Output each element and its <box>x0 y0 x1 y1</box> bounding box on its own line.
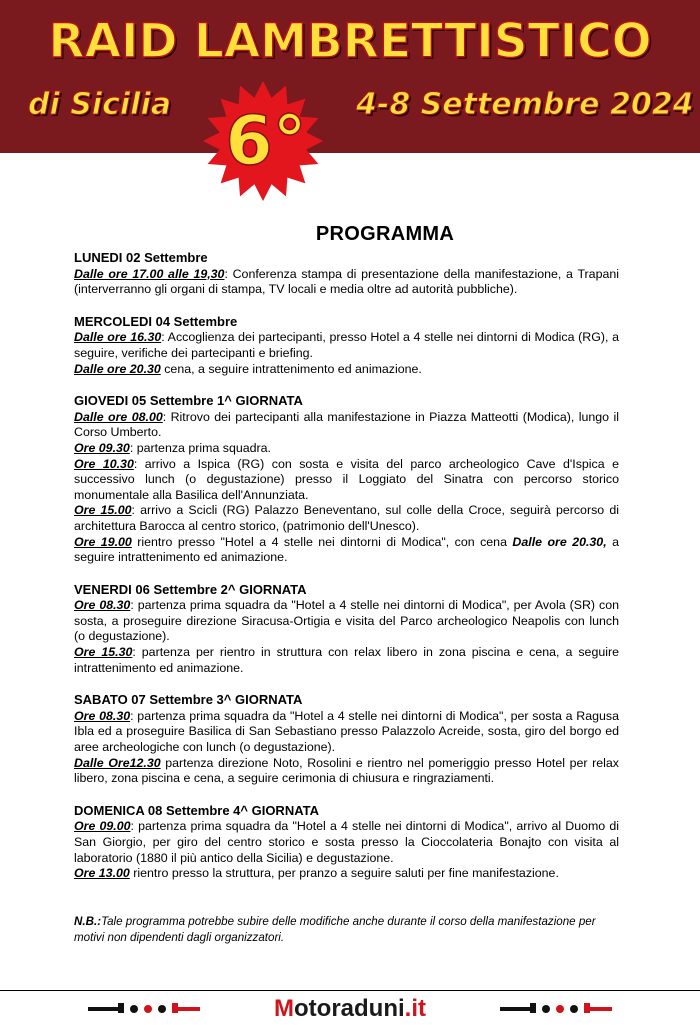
day-section-sunday <box>74 803 619 882</box>
logo-name: otoraduni <box>294 995 405 1022</box>
entry-time: Ore 09.30 <box>74 440 130 455</box>
entry-time: Dalle Ore12.30 <box>74 755 161 770</box>
logo-domain: .it <box>404 995 426 1022</box>
entry-text: rientro presso "Hotel a 4 stelle nei dintorni di Modica", con cena <box>131 534 513 549</box>
schedule-entry <box>74 330 619 361</box>
entry-time: Dalle ore 17.00 alle 19,30 <box>74 266 225 281</box>
schedule-entry <box>74 709 619 756</box>
entry-time: Dalle ore 08.00 <box>74 409 163 424</box>
entry-time: Dalle ore 16.30 <box>74 330 162 345</box>
day-section-monday <box>74 250 619 298</box>
schedule-entry <box>74 866 619 882</box>
schedule-entry <box>74 598 619 645</box>
entry-time: Ore 10.30 <box>74 456 134 471</box>
schedule-entry <box>74 819 619 866</box>
day-title: VENERDI 06 Settembre 2^ GIORNATA <box>74 581 307 597</box>
program-content <box>74 250 619 898</box>
day-section-wednesday <box>74 314 619 377</box>
entry-text: : Ritrovo dei partecipanti alla manifestazione in Piazza Matteotti (Modica), lungo il Corso Umberto. <box>74 409 619 440</box>
schedule-entry <box>74 535 619 566</box>
edition-number: 6° <box>225 101 307 181</box>
day-section-saturday <box>74 692 619 787</box>
entry-time: Dalle ore 20.30 <box>74 361 161 376</box>
entry-time: Ore 13.00 <box>74 866 130 881</box>
entry-time: Ore 15.30 <box>74 645 133 660</box>
entry-text: : arrivo a Scicli (RG) Palazzo Beneventano, sul colle della Croce, seguirà percorso di architettura Barocca al centro storico, (patrimonio dell'Unesco). <box>74 503 619 533</box>
schedule-entry <box>74 457 619 504</box>
entry-time: Ore 08.30 <box>74 708 131 723</box>
entry-time: Ore 15.00 <box>74 503 132 518</box>
schedule-entry <box>74 441 619 457</box>
entry-text: : partenza prima squadra. <box>129 440 272 455</box>
day-title: DOMENICA 08 Settembre 4^ GIORNATA <box>74 802 320 818</box>
schedule-entry <box>74 645 619 676</box>
day-title: GIOVEDI 05 Settembre 1^ GIORNATA <box>74 393 303 409</box>
entry-text: : Accoglienza dei partecipanti, presso Hotel a 4 stelle nei dintorni di Modica (RG), a seguire, verifiche dei partecipanti e briefing. <box>74 330 619 360</box>
entry-text: partenza direzione Noto, Rosolini e rientro nel pomeriggio presso Hotel per relax libero, zona piscina e cena, a seguire cerimonia di chiusura e ringraziamenti. <box>74 755 620 786</box>
entry-text: rientro presso la struttura, per pranzo a seguire saluti per fine manifestazione. <box>129 866 559 881</box>
program-heading: PROGRAMMA <box>315 223 455 245</box>
entry-time: Ore 08.30 <box>74 598 131 613</box>
day-title: LUNEDI 02 Settembre <box>74 250 208 265</box>
disclaimer-note <box>74 914 624 945</box>
footer-divider <box>0 990 700 991</box>
schedule-entry <box>74 756 619 787</box>
logo-initial: M <box>274 995 294 1022</box>
schedule-entry <box>74 267 619 298</box>
event-location: di Sicilia <box>28 87 171 122</box>
day-title: SABATO 07 Settembre 3^ GIORNATA <box>74 692 303 708</box>
decorative-bar-icon <box>500 1001 612 1015</box>
note-label: N.B.: <box>74 915 102 928</box>
entry-text-secondary: a seguire intrattenimento ed animazione. <box>74 534 619 565</box>
day-section-thursday <box>74 393 619 566</box>
entry-text: : partenza prima squadra da "Hotel a 4 stelle nei dintorni di Modica", arrivo al Duomo di San Giorgio, per giro del centro storico e sosta presso la Cioccolateria Bonajto con visita al laboratorio (1880 il più antico della Sicilia) e degustazione. <box>74 819 619 865</box>
entry-time: Ore 19.00 <box>74 534 132 549</box>
schedule-entry <box>74 503 619 534</box>
entry-text: cena, a seguire intrattenimento ed animazione. <box>160 361 422 376</box>
entry-text: : Conferenza stampa di presentazione della manifestazione, a Trapani (interverranno gli organi di stampa, TV locali e media oltre ad autorità pubbliche). <box>74 266 619 297</box>
entry-text: : partenza per rientro in struttura con relax libero in zona piscina e cena, a seguire intrattenimento ed animazione. <box>74 645 619 675</box>
event-dates: 4-8 Settembre 2024 <box>356 87 694 122</box>
note-text: Tale programma potrebbe subire delle modifiche anche durante il corso della manifestazione per motivi non dipendenti dagli organizzatori. <box>74 915 596 944</box>
entry-time-secondary: Dalle ore 20.30, <box>512 534 607 549</box>
entry-text: : partenza prima squadra da "Hotel a 4 stelle nei dintorni di Modica", per Avola (SR) con sosta, a proseguire direzione Siracusa-Ortigia e visita del Parco archeologico Neapolis con lunch (o degustazione). <box>74 598 619 644</box>
entry-time: Ore 09.00 <box>74 819 131 834</box>
entry-text: : arrivo a Ispica (RG) con sosta e visita del parco archeologico Cave d'Ispica e successivo lunch (o degustazione) presso il Loggiato del Sinatra con percorso storico monumentale alla Basilica dell'Annunziata. <box>74 456 619 502</box>
schedule-entry <box>74 362 619 378</box>
day-section-friday <box>74 582 619 677</box>
header-banner <box>0 0 700 153</box>
day-title: MERCOLEDI 04 Settembre <box>74 313 238 329</box>
event-title: RAID LAMBRETTISTICO <box>48 14 652 69</box>
schedule-entry <box>74 410 619 441</box>
entry-text: : partenza prima squadra da "Hotel a 4 stelle nei dintorni di Modica", per sosta a Ragusa Ibla ed a proseguire Basilica di San Sebastiano presso Palazzolo Acreide, sosta, giro del borgo ed aree archeologiche con lunch (o degustazione). <box>74 708 619 755</box>
